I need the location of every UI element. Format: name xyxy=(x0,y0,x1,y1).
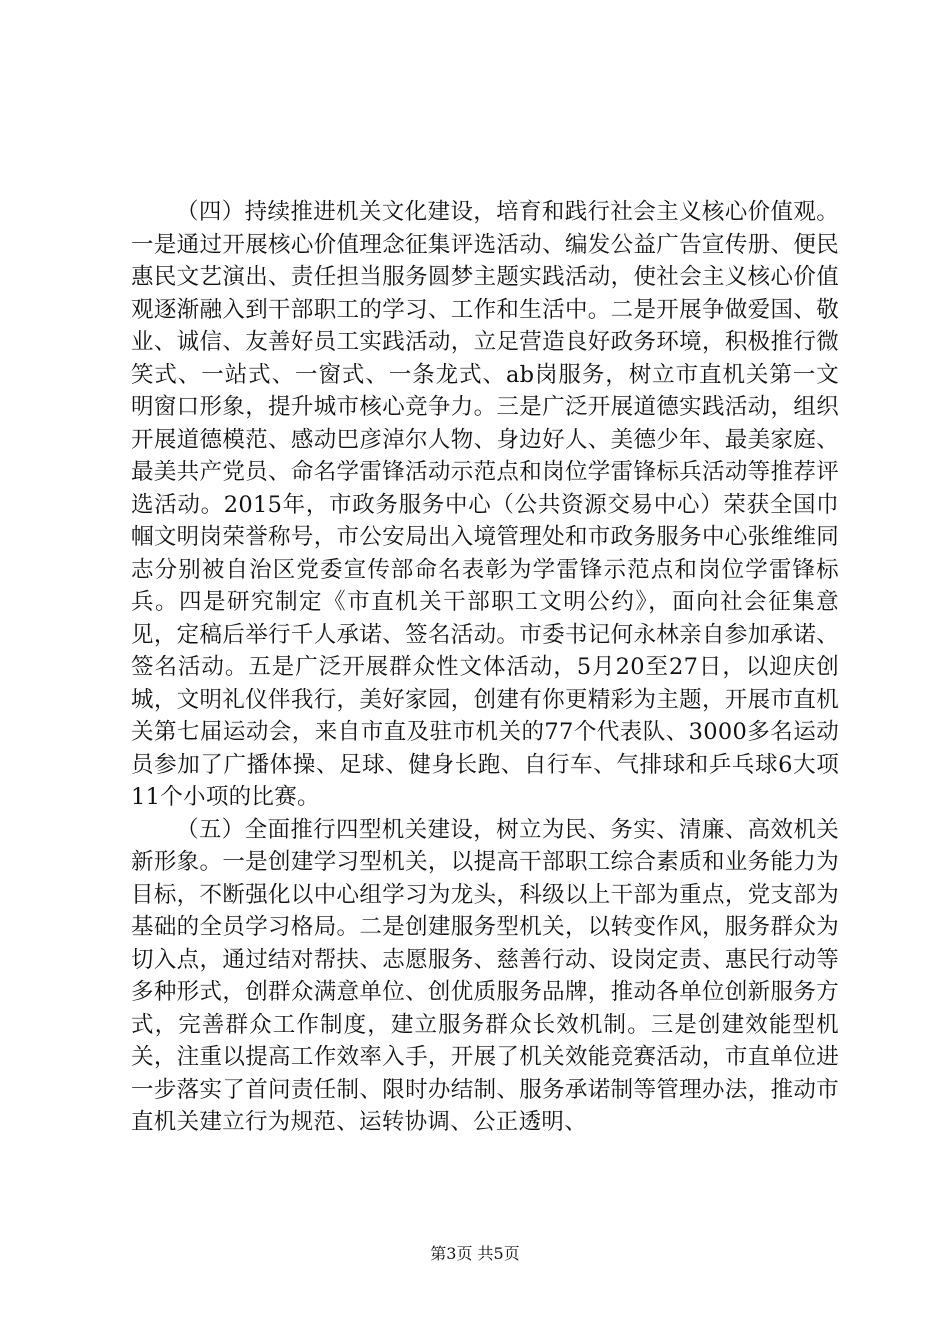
paragraph-section-5: （五）全面推行四型机关建设，树立为民、务实、清廉、高效机关新形象。一是创建学习型机关，以提高干部职工综合素质和业务能力为目标，不断强化以中心组学习为龙头，科级以上干部为重点，党支部为基础的全员学习格局。二是创建服务型机关，以转变作风，服务群众为切入点，通过结对帮扶、志愿服务、慈善行动、设岗定责、惠民行动等多种形式，创群众满意单位、创优质服务品牌，推动各单位创新服务方式，完善群众工作制度，建立服务群众长效机制。三是创建效能型机关，注重以提高工作效率入手，开展了机关效能竞赛活动，市直单位进一步落实了首问责任制、限时办结制、服务承诺制等管理办法，推动市直机关建立行为规范、运转协调、公正透明、 xyxy=(131,816,839,1135)
paragraph-section-4: （四）持续推进机关文化建设，培育和践行社会主义核心价值观。一是通过开展核心价值理念征集评选活动、编发公益广告宣传册、便民惠民文艺演出、责任担当服务圆梦主题实践活动，使社会主义核心价值观逐渐融入到干部职工的学习、工作和生活中。二是开展争做爱国、敬业、诚信、友善好员工实践活动，立足营造良好政务环境，积极推行微笑式、一站式、一窗式、一条龙式、ab岗服务，树立市直机关第一文明窗口形象，提升城市核心竞争力。三是广泛开展道德实践活动，组织开展道德模范、感动巴彦淖尔人物、身边好人、美德少年、最美家庭、最美共产党员、命名学雷锋活动示范点和岗位学雷锋标兵活动等推荐评选活动。2015年，市政务服务中心（公共资源交易中心）荣获全国巾帼文明岗荣誉称号，市公安局出入境管理处和市政务服务中心张维维同志分别被自治区党委宣传部命名表彰为学雷锋示范点和岗位学雷锋标兵。四是研究制定《市直机关干部职工文明公约》，面向社会征集意见，定稿后举行千人承诺、签名活动。市委书记何永林亲自参加承诺、签名活动。五是广泛开展群众性文体活动，5月20至27日，以迎庆创城，文明礼仪伴我行，美好家园，创建有你更精彩为主题，开展市直机关第七届运动会，来自市直及驻市机关的77个代表队、3000多名运动员参加了广播体操、足球、健身长跑、自行车、气排球和乒乓球6大项11个小项的比赛。 xyxy=(131,199,839,810)
document-body xyxy=(131,196,839,1139)
page-number-footer: 第3页 共5页 xyxy=(430,1244,520,1263)
